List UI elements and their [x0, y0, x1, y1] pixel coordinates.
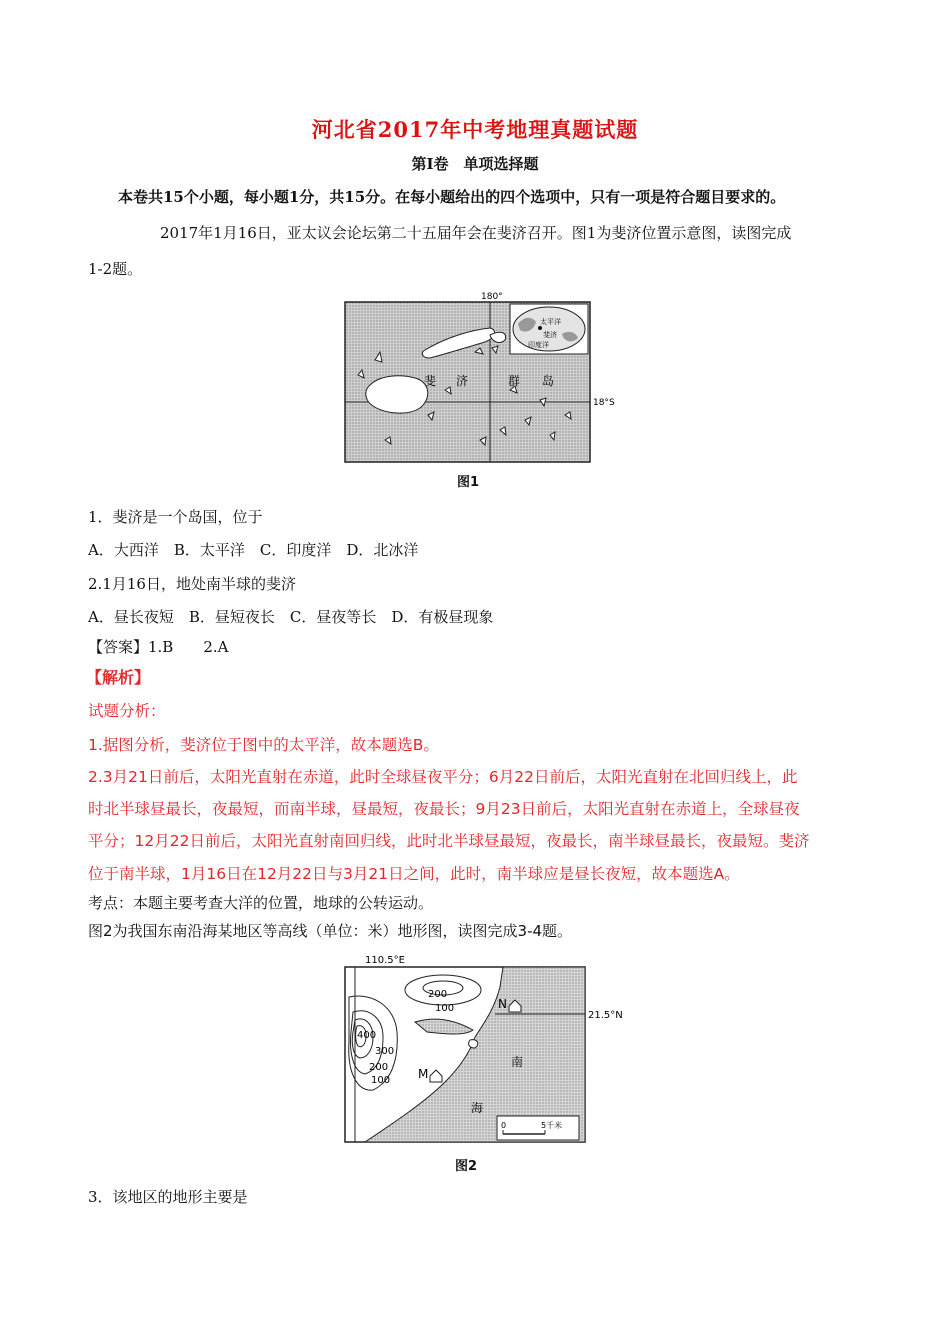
answer-line: 【答案】1.B 2.A: [88, 638, 229, 656]
section-heading: 第Ⅰ卷 单项选择题: [411, 155, 539, 173]
question-3-stem: 3．该地区的地形主要是: [88, 1188, 248, 1206]
fig1-region-char-4: 岛: [542, 374, 555, 388]
question-1-options: A．大西洋 B．太平洋 C．印度洋 D．北冰洋: [88, 541, 419, 559]
page-title: 河北省2017年中考地理真题试题: [311, 117, 639, 142]
figure-2-contour-map: [335, 952, 623, 1152]
question-1-stem: 1．斐济是一个岛国，位于: [88, 508, 263, 526]
analysis-header: 【解析】: [86, 668, 151, 687]
intro-figure-2: 图2为我国东南沿海某地区等高线（单位：米）地形图，读图完成3-4题。: [88, 922, 573, 940]
sea-label-char-1: 南: [511, 1055, 524, 1069]
analysis-line-3: 时北半球昼最长，夜最短，而南半球，昼最短，夜最长；9月23日前后，太阳光直射在赤道上，全球昼夜: [88, 800, 800, 818]
scale-label: 5千米: [541, 1121, 563, 1130]
fig1-lat-label: 18°S: [593, 398, 615, 408]
figure-2-caption: 图2: [455, 1159, 478, 1174]
figure-1-fiji-map: [340, 290, 615, 470]
sea-label-char-2: 海: [471, 1101, 484, 1115]
fig1-region-char-1: 斐: [424, 374, 437, 388]
figure-1-caption: 图1: [457, 475, 480, 490]
point-n-label: N: [498, 997, 507, 1011]
analysis-line-2: 2.3月21日前后，太阳光直射在赤道，此时全球昼夜平分；6月22日前后，太阳光直射在北回归线上，此: [88, 768, 798, 786]
analysis-subheading: 试题分析：: [88, 702, 166, 720]
fig2-lon-label: 110.5°E: [365, 955, 405, 966]
fig1-region-char-2: 济: [456, 374, 469, 388]
fig2-lat-label: 21.5°N: [588, 1010, 623, 1021]
scale-zero: 0: [501, 1121, 507, 1130]
intro-line-2: 1-2题。: [88, 260, 143, 278]
analysis-line-5: 位于南半球，1月16日在12月22日与3月21日之间，此时，南半球应是昼长夜短，故本题选A。: [88, 865, 740, 883]
fig1-inset-pacific: 太平洋: [540, 318, 561, 326]
analysis-line-1: 1.据图分析，斐济位于图中的太平洋，故本题选B。: [88, 736, 439, 754]
question-2-options: A．昼长夜短 B．昼短夜长 C．昼夜等长 D．有极昼现象: [88, 608, 494, 626]
viti-levu-island: [366, 376, 428, 413]
contour-label-100-west: 100: [371, 1075, 391, 1086]
section-instructions: 本卷共15个小题，每小题1分，共15分。在每小题给出的四个选项中，只有一项是符合题目要求的。: [118, 188, 786, 206]
point-m-label: M: [418, 1067, 429, 1081]
fig1-region-char-3: 群: [508, 374, 521, 388]
fig1-lon-label: 180°: [481, 292, 503, 302]
question-2-stem: 2.1月16日，地处南半球的斐济: [88, 575, 296, 593]
contour-label-400: 400: [357, 1030, 377, 1041]
scale-bar-box: [497, 1116, 579, 1140]
intro-line-1: 2017年1月16日，亚太议会论坛第二十五届年会在斐济召开。图1为斐济位置示意图，读图完成: [160, 224, 792, 242]
contour-label-200-west: 200: [369, 1062, 389, 1073]
contour-label-300: 300: [375, 1046, 395, 1057]
fig1-inset-fiji: 斐济: [543, 331, 557, 339]
exam-point: 考点：本题主要考查大洋的位置，地球的公转运动。: [88, 894, 434, 912]
fig1-inset-indian: 印度洋: [528, 341, 549, 349]
contour-label-200-north: 200: [428, 989, 448, 1000]
analysis-line-4: 平分；12月22日前后，太阳光直射南回归线，此时北半球昼最短，夜最长，南半球昼最长，夜最短。斐济: [88, 832, 810, 850]
contour-label-100-north: 100: [435, 1003, 455, 1014]
